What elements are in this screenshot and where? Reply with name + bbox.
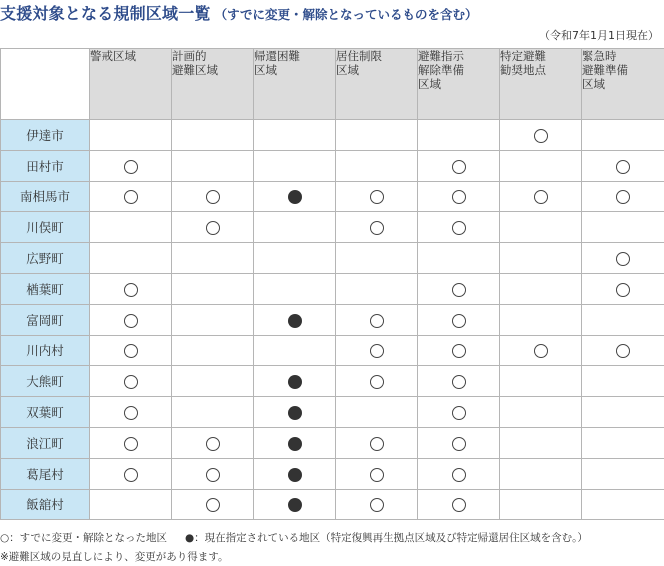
status-cell	[500, 243, 582, 274]
municipality-name: 双葉町	[1, 397, 90, 428]
legend-open: ○：すでに変更・解除となった地区	[0, 532, 167, 544]
filled-circle-icon	[288, 190, 302, 204]
open-circle-icon	[124, 190, 138, 204]
open-circle-icon	[370, 498, 384, 512]
open-circle-icon	[452, 498, 466, 512]
column-header-line: 計画的	[172, 49, 207, 63]
status-cell	[254, 489, 336, 520]
open-circle-icon	[370, 314, 384, 328]
open-circle-icon	[534, 190, 548, 204]
status-cell	[90, 427, 172, 458]
filled-circle-icon	[288, 375, 302, 389]
filled-circle-icon	[288, 314, 302, 328]
open-circle-icon	[452, 190, 466, 204]
column-header-line: 緊急時	[582, 49, 617, 63]
status-cell	[254, 181, 336, 212]
open-circle-icon	[452, 468, 466, 482]
column-header-line: 避難区域	[172, 63, 218, 77]
status-cell	[90, 489, 172, 520]
status-cell	[336, 489, 418, 520]
legend	[0, 530, 588, 545]
status-cell	[500, 120, 582, 151]
status-cell	[418, 120, 500, 151]
status-cell	[582, 366, 664, 397]
column-header-line: 避難指示	[418, 49, 464, 63]
status-cell	[418, 212, 500, 243]
regulated-zones-table	[0, 48, 664, 520]
municipality-name: 川俣町	[1, 212, 90, 243]
municipality-name: 南相馬市	[1, 181, 90, 212]
status-cell	[418, 181, 500, 212]
column-header-line: 区域	[582, 77, 605, 91]
status-cell	[172, 273, 254, 304]
open-circle-icon	[370, 437, 384, 451]
status-cell	[418, 366, 500, 397]
status-cell	[90, 181, 172, 212]
column-header-line: 警戒区域	[90, 49, 136, 63]
municipality-name: 大熊町	[1, 366, 90, 397]
status-cell	[254, 243, 336, 274]
open-circle-icon	[124, 437, 138, 451]
status-cell	[418, 304, 500, 335]
as-of-date: （令和7年1月1日現在）	[539, 29, 659, 42]
title-subtitle: （すでに変更・解除となっているものを含む）	[214, 7, 478, 22]
open-circle-icon	[124, 375, 138, 389]
status-cell	[254, 397, 336, 428]
open-circle-icon	[452, 314, 466, 328]
municipality-name: 葛尾村	[1, 458, 90, 489]
municipality-name: 富岡町	[1, 304, 90, 335]
open-circle-icon	[370, 221, 384, 235]
table-row	[1, 397, 664, 428]
open-circle-icon	[616, 252, 630, 266]
legend-filled: ●：現在指定されている地区（特定復興再生拠点区域及び特定帰還居住区域を含む。）	[184, 532, 588, 544]
status-cell	[582, 489, 664, 520]
status-cell	[90, 304, 172, 335]
status-cell	[418, 489, 500, 520]
status-cell	[582, 273, 664, 304]
status-cell	[254, 273, 336, 304]
status-cell	[582, 427, 664, 458]
header-row	[1, 49, 664, 120]
open-circle-icon	[206, 498, 220, 512]
table-row	[1, 120, 664, 151]
status-cell	[336, 150, 418, 181]
status-cell	[582, 304, 664, 335]
status-cell	[418, 150, 500, 181]
table-row	[1, 212, 664, 243]
table-row	[1, 458, 664, 489]
open-circle-icon	[124, 314, 138, 328]
open-circle-icon	[616, 283, 630, 297]
table-row	[1, 427, 664, 458]
status-cell	[418, 397, 500, 428]
column-header-line: 帰還困難	[254, 49, 300, 63]
status-cell	[172, 150, 254, 181]
open-circle-icon	[206, 437, 220, 451]
column-header	[90, 49, 172, 120]
open-circle-icon	[452, 344, 466, 358]
open-circle-icon	[370, 344, 384, 358]
status-cell	[90, 366, 172, 397]
status-cell	[336, 427, 418, 458]
open-circle-icon	[616, 160, 630, 174]
status-cell	[418, 243, 500, 274]
column-header-line: 解除準備	[418, 63, 464, 77]
column-header	[172, 49, 254, 120]
open-circle-icon	[534, 129, 548, 143]
status-cell	[582, 458, 664, 489]
table-row	[1, 335, 664, 366]
status-cell	[254, 366, 336, 397]
open-circle-icon	[124, 344, 138, 358]
column-header-line: 区域	[418, 77, 441, 91]
status-cell	[336, 366, 418, 397]
status-cell	[254, 120, 336, 151]
status-cell	[500, 273, 582, 304]
status-cell	[90, 120, 172, 151]
table-row	[1, 243, 664, 274]
table-row	[1, 181, 664, 212]
open-circle-icon	[452, 221, 466, 235]
table-row	[1, 366, 664, 397]
footnote: ※避難区域の見直しにより、変更があり得ます。	[0, 551, 229, 563]
open-circle-icon	[616, 344, 630, 358]
open-circle-icon	[452, 437, 466, 451]
status-cell	[172, 366, 254, 397]
table-row	[1, 304, 664, 335]
table-body	[1, 120, 664, 520]
table-row	[1, 150, 664, 181]
filled-circle-icon	[288, 406, 302, 420]
municipality-name: 広野町	[1, 243, 90, 274]
open-circle-icon	[370, 375, 384, 389]
status-cell	[500, 397, 582, 428]
status-cell	[336, 181, 418, 212]
status-cell	[418, 335, 500, 366]
column-header-line: 避難準備	[582, 63, 628, 77]
status-cell	[90, 243, 172, 274]
table-row	[1, 273, 664, 304]
status-cell	[254, 304, 336, 335]
open-circle-icon	[616, 190, 630, 204]
filled-circle-icon	[288, 437, 302, 451]
page-title	[0, 1, 664, 25]
column-header-line: 区域	[254, 63, 277, 77]
status-cell	[500, 489, 582, 520]
status-cell	[172, 120, 254, 151]
column-header-line: 区域	[336, 63, 359, 77]
title-main: 支援対象となる規制区域一覧	[0, 4, 211, 23]
status-cell	[500, 335, 582, 366]
status-cell	[90, 273, 172, 304]
status-cell	[90, 150, 172, 181]
status-cell	[254, 335, 336, 366]
filled-circle-icon	[288, 468, 302, 482]
status-cell	[582, 212, 664, 243]
status-cell	[418, 427, 500, 458]
status-cell	[418, 273, 500, 304]
open-circle-icon	[124, 468, 138, 482]
status-cell	[90, 458, 172, 489]
municipality-name: 浪江町	[1, 427, 90, 458]
status-cell	[582, 397, 664, 428]
column-header-line: 勧奨地点	[500, 63, 546, 77]
column-header-line: 居住制限	[336, 49, 382, 63]
municipality-name: 楢葉町	[1, 273, 90, 304]
status-cell	[500, 150, 582, 181]
filled-circle-icon	[288, 498, 302, 512]
status-cell	[90, 335, 172, 366]
open-circle-icon	[124, 406, 138, 420]
column-header-line: 特定避難	[500, 49, 546, 63]
status-cell	[500, 212, 582, 243]
status-cell	[336, 458, 418, 489]
open-circle-icon	[452, 375, 466, 389]
status-cell	[582, 120, 664, 151]
status-cell	[254, 150, 336, 181]
status-cell	[172, 212, 254, 243]
column-header	[254, 49, 336, 120]
status-cell	[172, 489, 254, 520]
open-circle-icon	[124, 160, 138, 174]
open-circle-icon	[370, 190, 384, 204]
open-circle-icon	[452, 283, 466, 297]
open-circle-icon	[370, 468, 384, 482]
status-cell	[254, 212, 336, 243]
status-cell	[582, 243, 664, 274]
status-cell	[336, 120, 418, 151]
status-cell	[172, 335, 254, 366]
column-header	[500, 49, 582, 120]
status-cell	[500, 304, 582, 335]
status-cell	[336, 212, 418, 243]
status-cell	[336, 273, 418, 304]
table-row	[1, 489, 664, 520]
status-cell	[90, 212, 172, 243]
column-header	[418, 49, 500, 120]
open-circle-icon	[534, 344, 548, 358]
status-cell	[336, 243, 418, 274]
municipality-name: 川内村	[1, 335, 90, 366]
status-cell	[254, 427, 336, 458]
status-cell	[582, 181, 664, 212]
open-circle-icon	[124, 283, 138, 297]
status-cell	[172, 427, 254, 458]
header-corner	[1, 49, 90, 120]
status-cell	[90, 397, 172, 428]
open-circle-icon	[452, 160, 466, 174]
status-cell	[500, 366, 582, 397]
status-cell	[418, 458, 500, 489]
status-cell	[336, 304, 418, 335]
status-cell	[500, 458, 582, 489]
open-circle-icon	[206, 190, 220, 204]
municipality-name: 飯舘村	[1, 489, 90, 520]
column-header	[582, 49, 664, 120]
municipality-name: 田村市	[1, 150, 90, 181]
status-cell	[336, 397, 418, 428]
status-cell	[582, 335, 664, 366]
status-cell	[500, 427, 582, 458]
column-header	[336, 49, 418, 120]
status-cell	[172, 397, 254, 428]
open-circle-icon	[206, 221, 220, 235]
status-cell	[172, 458, 254, 489]
municipality-name: 伊達市	[1, 120, 90, 151]
status-cell	[500, 181, 582, 212]
status-cell	[172, 181, 254, 212]
status-cell	[254, 458, 336, 489]
open-circle-icon	[206, 468, 220, 482]
status-cell	[582, 150, 664, 181]
status-cell	[336, 335, 418, 366]
status-cell	[172, 243, 254, 274]
status-cell	[172, 304, 254, 335]
open-circle-icon	[452, 406, 466, 420]
